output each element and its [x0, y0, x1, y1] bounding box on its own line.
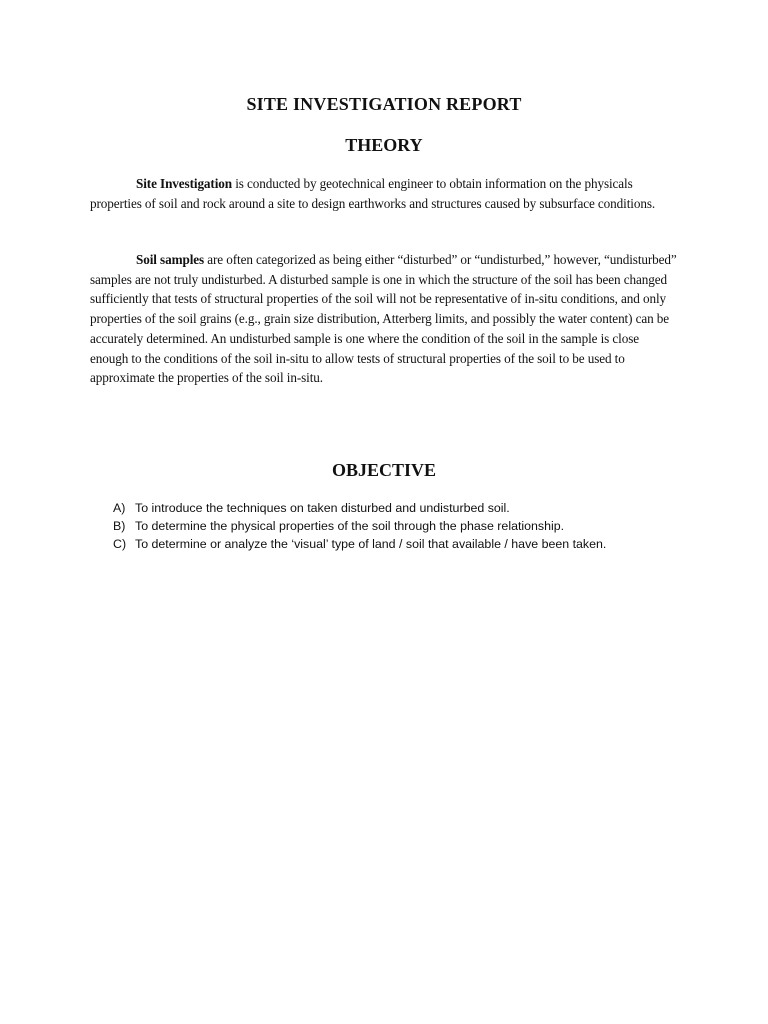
objective-list [113, 499, 713, 553]
objective-heading: OBJECTIVE [331, 460, 437, 480]
objective-text: To introduce the techniques on taken disturbed and undisturbed soil. [135, 501, 510, 515]
objective-marker: B) [113, 519, 126, 533]
objective-marker: C) [113, 537, 127, 551]
soil-samples-term: Soil samples [136, 252, 205, 267]
report-title: SITE INVESTIGATION REPORT [246, 94, 522, 114]
objective-item [113, 535, 713, 553]
objective-text: To determine the physical properties of the soil through the phase relationship. [135, 519, 565, 533]
objective-marker: A) [113, 501, 126, 515]
soil-samples-text: are often categorized as being either “disturbed” or “undisturbed,” however, “undisturbed” samples are not truly undisturbed. A disturbed sample is one in which the structure of the soil has been changed sufficiently that tests of structural properties of the soil will not be representative of in-situ conditions, and only properties of the soil grains (e.g., grain size distribution, Atterberg limits, and possibly the water content) can be accurately determined. An undisturbed sample is one where the condition of the soil in the sample is close enough to the conditions of the soil in-situ to allow tests of structural properties of the soil to be used to approximate the properties of the soil in-situ. [90, 252, 677, 386]
objective-text: To determine or analyze the ‘visual’ type of land / soil that available / have been taken. [135, 537, 607, 551]
theory-paragraph-soil-samples [90, 250, 680, 388]
site-investigation-text: is conducted by geotechnical engineer to obtain information on the physicals properties of soil and rock around a site to design earthworks and structures caused by subsurface conditions. [90, 176, 656, 211]
theory-heading: THEORY [345, 135, 423, 155]
site-investigation-term: Site Investigation [136, 176, 233, 191]
theory-paragraph-site-investigation [90, 174, 680, 213]
objective-item [113, 517, 713, 535]
objective-item [113, 499, 713, 517]
